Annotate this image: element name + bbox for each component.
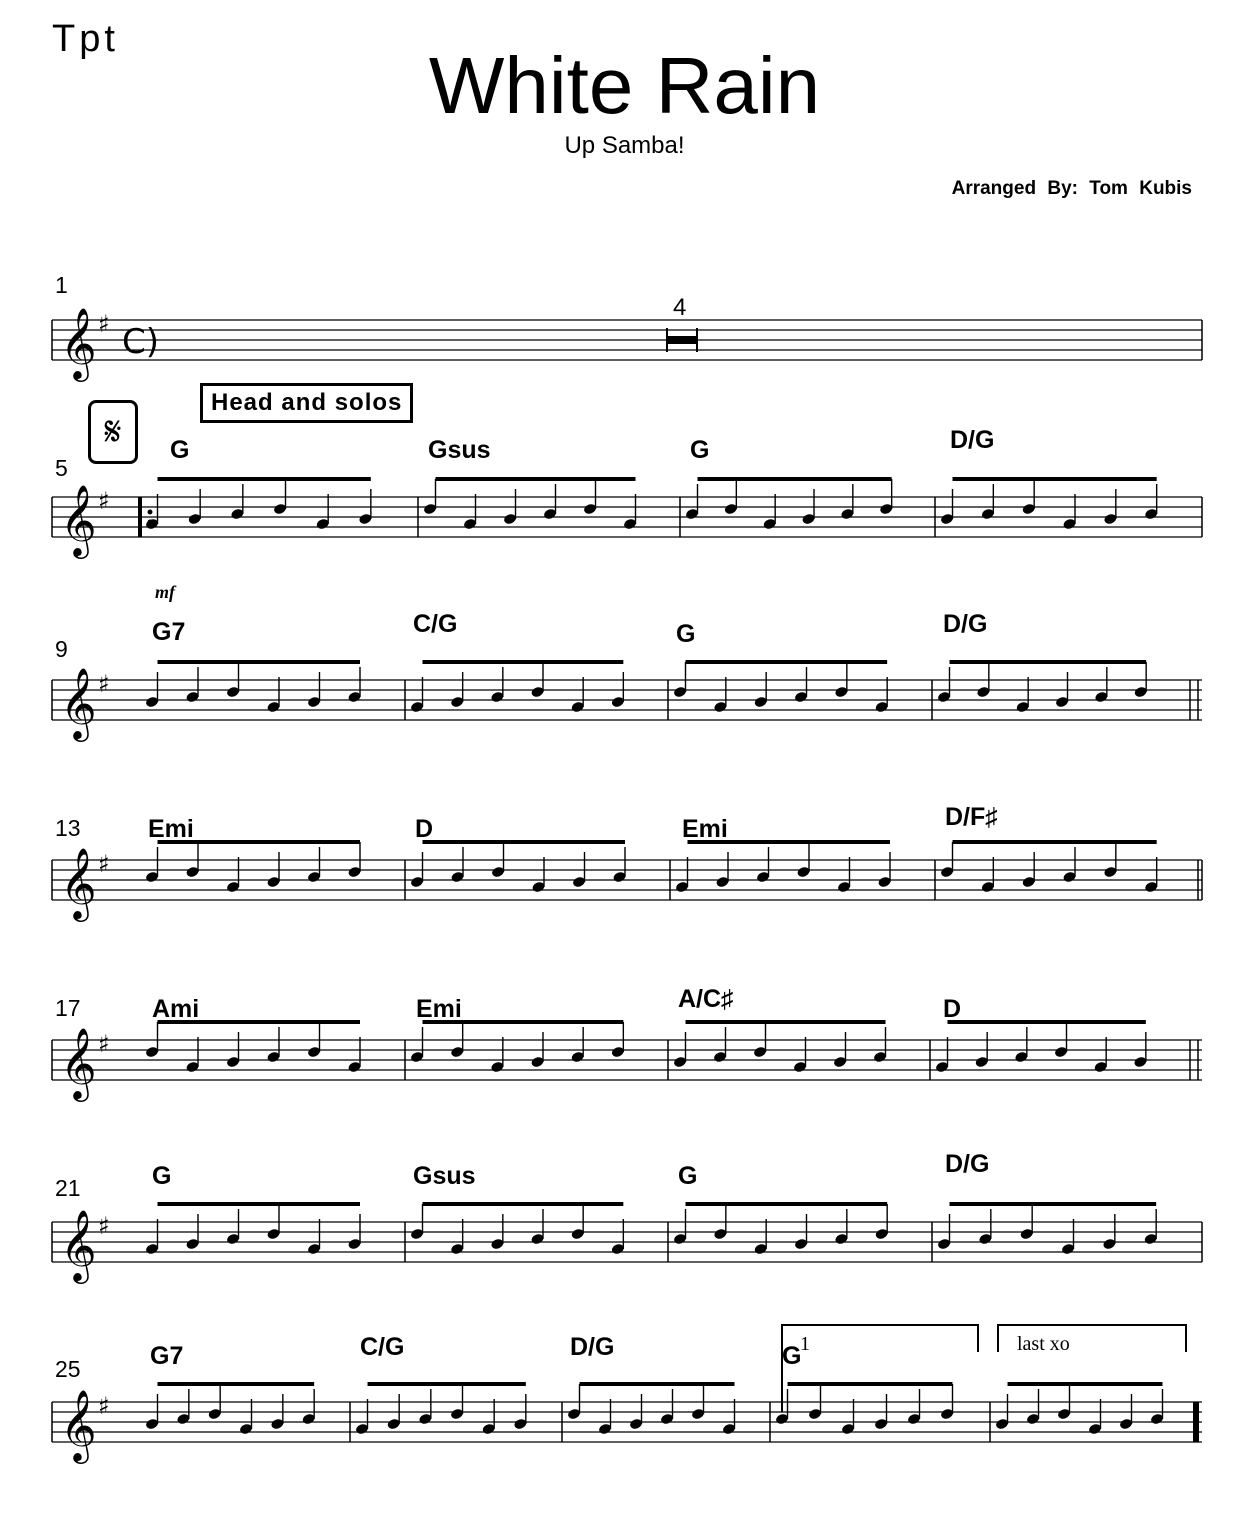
last-ending-bracket: [998, 1325, 1186, 1352]
chord-symbol: Emi: [148, 815, 194, 843]
measure-number-13: 13: [55, 815, 81, 841]
final-barline: [1193, 1402, 1199, 1442]
chord-symbol: A/C♯: [678, 985, 734, 1013]
segno-icon: 𝄋: [88, 400, 138, 464]
time-signature: C): [122, 322, 160, 362]
measure-number-1: 1: [55, 272, 68, 298]
chord-symbol: G7: [150, 1342, 184, 1370]
chord-symbol: D: [415, 815, 434, 843]
chord-symbol: D: [943, 995, 962, 1023]
last-ending-label: last xo: [1017, 1333, 1070, 1355]
chord-symbol: G: [676, 620, 696, 648]
treble-clef-icon: 𝄞: [60, 1208, 97, 1281]
chord-symbol: G: [678, 1162, 698, 1190]
treble-clef-icon: 𝄞: [60, 306, 97, 379]
treble-clef-icon: 𝄞: [60, 666, 97, 739]
part-name: Tpt: [52, 18, 119, 60]
chord-symbol: D/G: [570, 1333, 615, 1361]
sharp-icon: ♯: [98, 1030, 110, 1058]
chord-symbol: Gsus: [413, 1162, 476, 1190]
sharp-icon: ♯: [98, 1392, 110, 1420]
chord-symbol: C/G: [360, 1333, 405, 1361]
chord-symbol: D/G: [950, 426, 995, 454]
chord-symbol: G: [170, 436, 190, 464]
chord-symbol: C/G: [413, 610, 458, 638]
sharp-icon: ♯: [98, 310, 110, 338]
sharp-icon: ♯: [98, 670, 110, 698]
repeat-start: [138, 497, 142, 537]
style-subtitle: Up Samba!: [564, 132, 685, 159]
measure-number-25: 25: [55, 1356, 81, 1382]
chord-symbol: D/F♯: [945, 803, 998, 831]
chord-symbol: D/G: [945, 1150, 990, 1178]
sharp-icon: ♯: [98, 487, 110, 515]
treble-clef-icon: 𝄞: [60, 483, 97, 556]
measure-number-5: 5: [55, 455, 68, 481]
chord-symbol: Emi: [416, 995, 462, 1023]
treble-clef-icon: 𝄞: [60, 846, 97, 919]
chord-symbol: G: [782, 1342, 802, 1370]
chord-symbol: Emi: [682, 815, 728, 843]
chord-symbol: G: [690, 436, 710, 464]
chord-symbol: D/G: [943, 610, 988, 638]
first-ending-bracket: [782, 1325, 978, 1412]
rehearsal-box: Head and solos: [200, 383, 413, 423]
song-title: White Rain: [428, 41, 821, 130]
measure-number-17: 17: [55, 995, 81, 1021]
arranger-credit: Arranged By: Tom Kubis: [951, 178, 1192, 199]
treble-clef-icon: 𝄞: [60, 1026, 97, 1099]
repeat-dot: [148, 520, 153, 525]
first-ending-label: 1: [800, 1333, 810, 1355]
sharp-icon: ♯: [98, 1212, 110, 1240]
sharp-icon: ♯: [98, 850, 110, 878]
chord-symbol: G7: [152, 618, 186, 646]
measure-number-21: 21: [55, 1175, 81, 1201]
measure-number-9: 9: [55, 636, 68, 662]
dynamic-marking: mf: [155, 582, 175, 602]
chord-symbol: Gsus: [428, 436, 491, 464]
multirest-bar: [667, 336, 697, 344]
multirest-count: 4: [673, 294, 687, 321]
treble-clef-icon: 𝄞: [60, 1388, 97, 1461]
chord-symbol: Ami: [152, 995, 200, 1023]
chord-symbol: G: [152, 1162, 172, 1190]
repeat-dot: [148, 510, 153, 515]
